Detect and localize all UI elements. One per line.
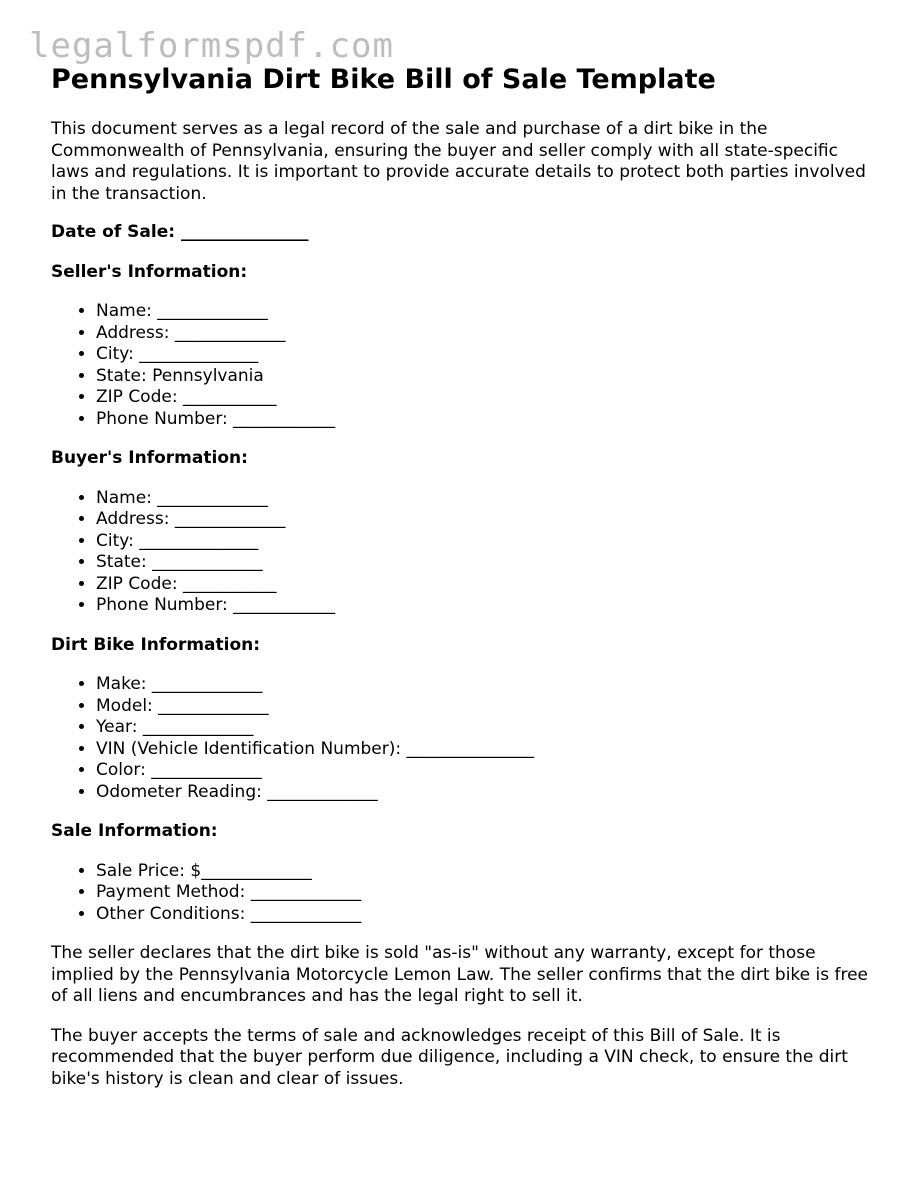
intro-paragraph: This document serves as a legal record of the sale and purchase of a dirt bike in the Commonwealth of Pennsylvania, ensuring the buyer and seller comply with all state-specific laws and regulations. It is important to provide accurate details to protect both parties involved in the transaction. bbox=[51, 119, 866, 204]
date-of-sale-label: Date of Sale: bbox=[51, 222, 176, 242]
document-body bbox=[51, 62, 881, 1090]
buyer-acceptance-paragraph: The buyer accepts the terms of sale and acknowledges receipt of this Bill of Sale. It is recommended that the buyer perform due diligence, including a VIN check, to ensure the dirt bike's history is clean and clear of issues. bbox=[51, 1025, 848, 1089]
watermark: legalformspdf.com bbox=[29, 26, 394, 66]
list-item: • Address: _____________ bbox=[96, 509, 881, 531]
buyer-info-list bbox=[51, 488, 881, 617]
buyer-info-heading: Buyer's Information: bbox=[51, 448, 248, 468]
seller-info-heading: Seller's Information: bbox=[51, 261, 248, 282]
list-item: • Address: _____________ bbox=[96, 323, 881, 345]
list-item: • ZIP Code: ___________ bbox=[96, 574, 881, 596]
dirt-bike-info-list bbox=[51, 674, 881, 803]
list-item: • State: _____________ bbox=[96, 552, 881, 574]
list-item: • Name: _____________ bbox=[96, 488, 881, 510]
list-item: • Model: _____________ bbox=[96, 696, 881, 718]
list-item: • State: Pennsylvania bbox=[96, 366, 881, 388]
list-item: • Phone Number: ____________ bbox=[96, 409, 881, 431]
sale-info-heading: Sale Information: bbox=[51, 821, 218, 841]
dirt-bike-info-heading: Dirt Bike Information: bbox=[51, 634, 261, 655]
seller-info-list bbox=[51, 301, 881, 430]
date-of-sale-blank: _______________ bbox=[180, 222, 309, 242]
list-item: • Make: _____________ bbox=[96, 674, 881, 696]
list-item: • Payment Method: _____________ bbox=[96, 882, 881, 904]
list-item: • Phone Number: ____________ bbox=[96, 595, 881, 617]
list-item: • Odometer Reading: _____________ bbox=[96, 782, 881, 804]
list-item: • City: ______________ bbox=[96, 344, 881, 366]
sale-info-list bbox=[51, 861, 881, 926]
date-of-sale-line bbox=[51, 222, 881, 244]
list-item: • Year: _____________ bbox=[96, 717, 881, 739]
list-item: • Name: _____________ bbox=[96, 301, 881, 323]
list-item: • Sale Price: $_____________ bbox=[96, 861, 881, 883]
list-item: • Other Conditions: _____________ bbox=[96, 904, 881, 926]
list-item: • Color: _____________ bbox=[96, 760, 881, 782]
list-item: • City: ______________ bbox=[96, 531, 881, 553]
list-item: • VIN (Vehicle Identification Number): _______________ bbox=[96, 739, 881, 761]
seller-declaration-paragraph: The seller declares that the dirt bike is sold "as-is" without any warranty, except for those implied by the Pennsylvania Motorcycle Lemon Law. The seller confirms that the dirt bike is free of all liens and encumbrances and has the legal right to sell it. bbox=[51, 943, 869, 1006]
list-item: • ZIP Code: ___________ bbox=[96, 387, 881, 409]
document-title: Pennsylvania Dirt Bike Bill of Sale Template bbox=[51, 64, 716, 95]
